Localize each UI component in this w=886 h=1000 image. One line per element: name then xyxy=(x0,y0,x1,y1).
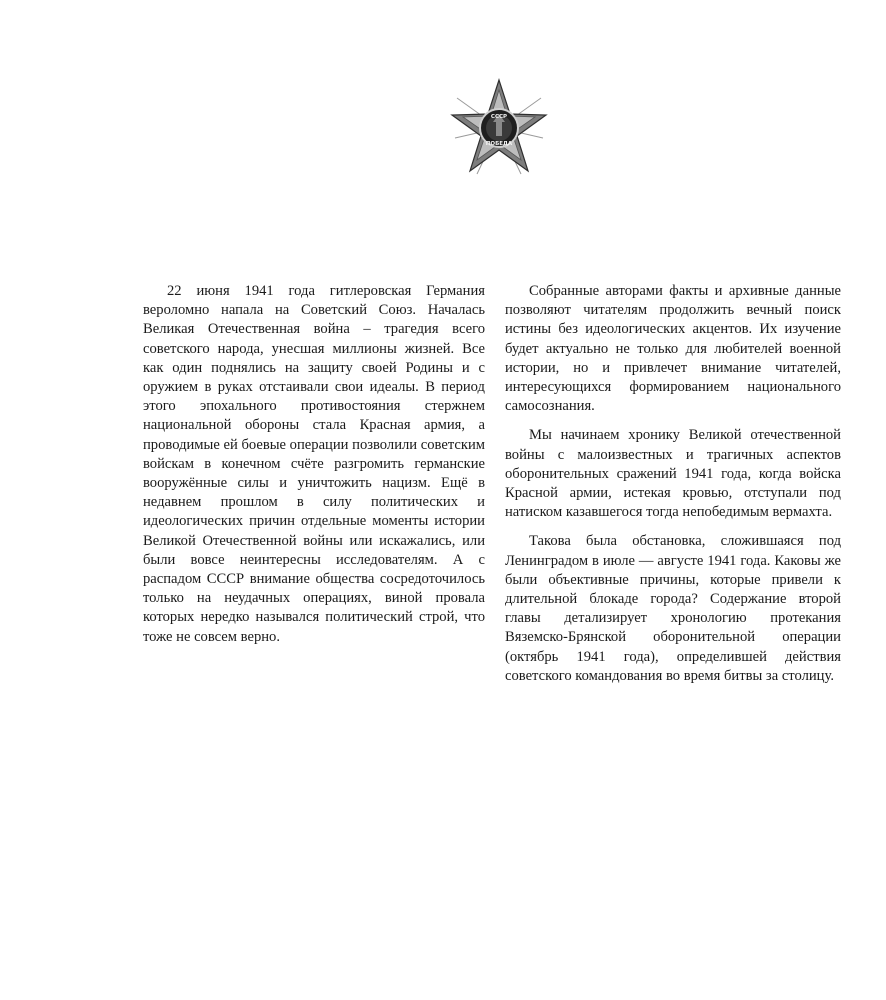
paragraph: Такова была обстановка, сложившаяся под Ленинградом в июле — августе 1941 года. Каковы же были объективные причины, которые привели к длительной блокаде города? Содержание второй главы детализирует хронологию протекания Вяземско-Брянской оборонительной операции (октябрь 1941 года), определившей действия советского командования во время битвы за столицу. xyxy=(505,533,841,684)
left-text-column xyxy=(143,282,485,647)
order-of-victory-star-icon xyxy=(447,78,551,178)
svg-text:СССР: СССР xyxy=(490,114,508,120)
paragraph: 22 июня 1941 года гитлеровская Германия вероломно напала на Советский Союз. Началась Великая Отечественная война – трагедия всего советского народа, унесшая миллионы жизней. Все как один поднялись на защиту своей Родины и с оружием в руках отстаивали свои идеалы. В период этого эпохального противостояния стержнем национальной обороны стала Красная армия, а проводимые ей боевые операции позволили советским войскам в конечном счёте разгромить германские вооружённые силы и уничтожить нацизм. Ещё в недавнем прошлом в силу политических и идеологических причин отдельные моменты истории Великой Отечественной войны или искажались, или были вовсе неинтересны исследователям. А с распадом СССР внимание общества сосредоточилось только на неудачных операциях, виной провала которых нередко назывался политический строй, что тоже не совсем верно. xyxy=(143,283,485,645)
right-text-column xyxy=(505,282,841,686)
svg-text:ПОБЕДА: ПОБЕДА xyxy=(485,141,513,147)
paragraph: Мы начинаем хронику Великой отечественной войны с малоизвестных и трагичных аспектов оборонительных сражений 1941 года, когда войска Красной армии, истекая кровью, отступали под натиском казавшегося тогда непобедимым вермахта. xyxy=(505,427,841,521)
paragraph: Собранные авторами факты и архивные данные позволяют читателям продолжить вечный поиск истины без идеологических акцентов. Их изучение будет актуально не только для любителей военной истории, но и привлечет внимание читателей, интересующихся формированием национального самосознания. xyxy=(505,283,841,415)
star-emblem-graphic xyxy=(447,78,551,178)
